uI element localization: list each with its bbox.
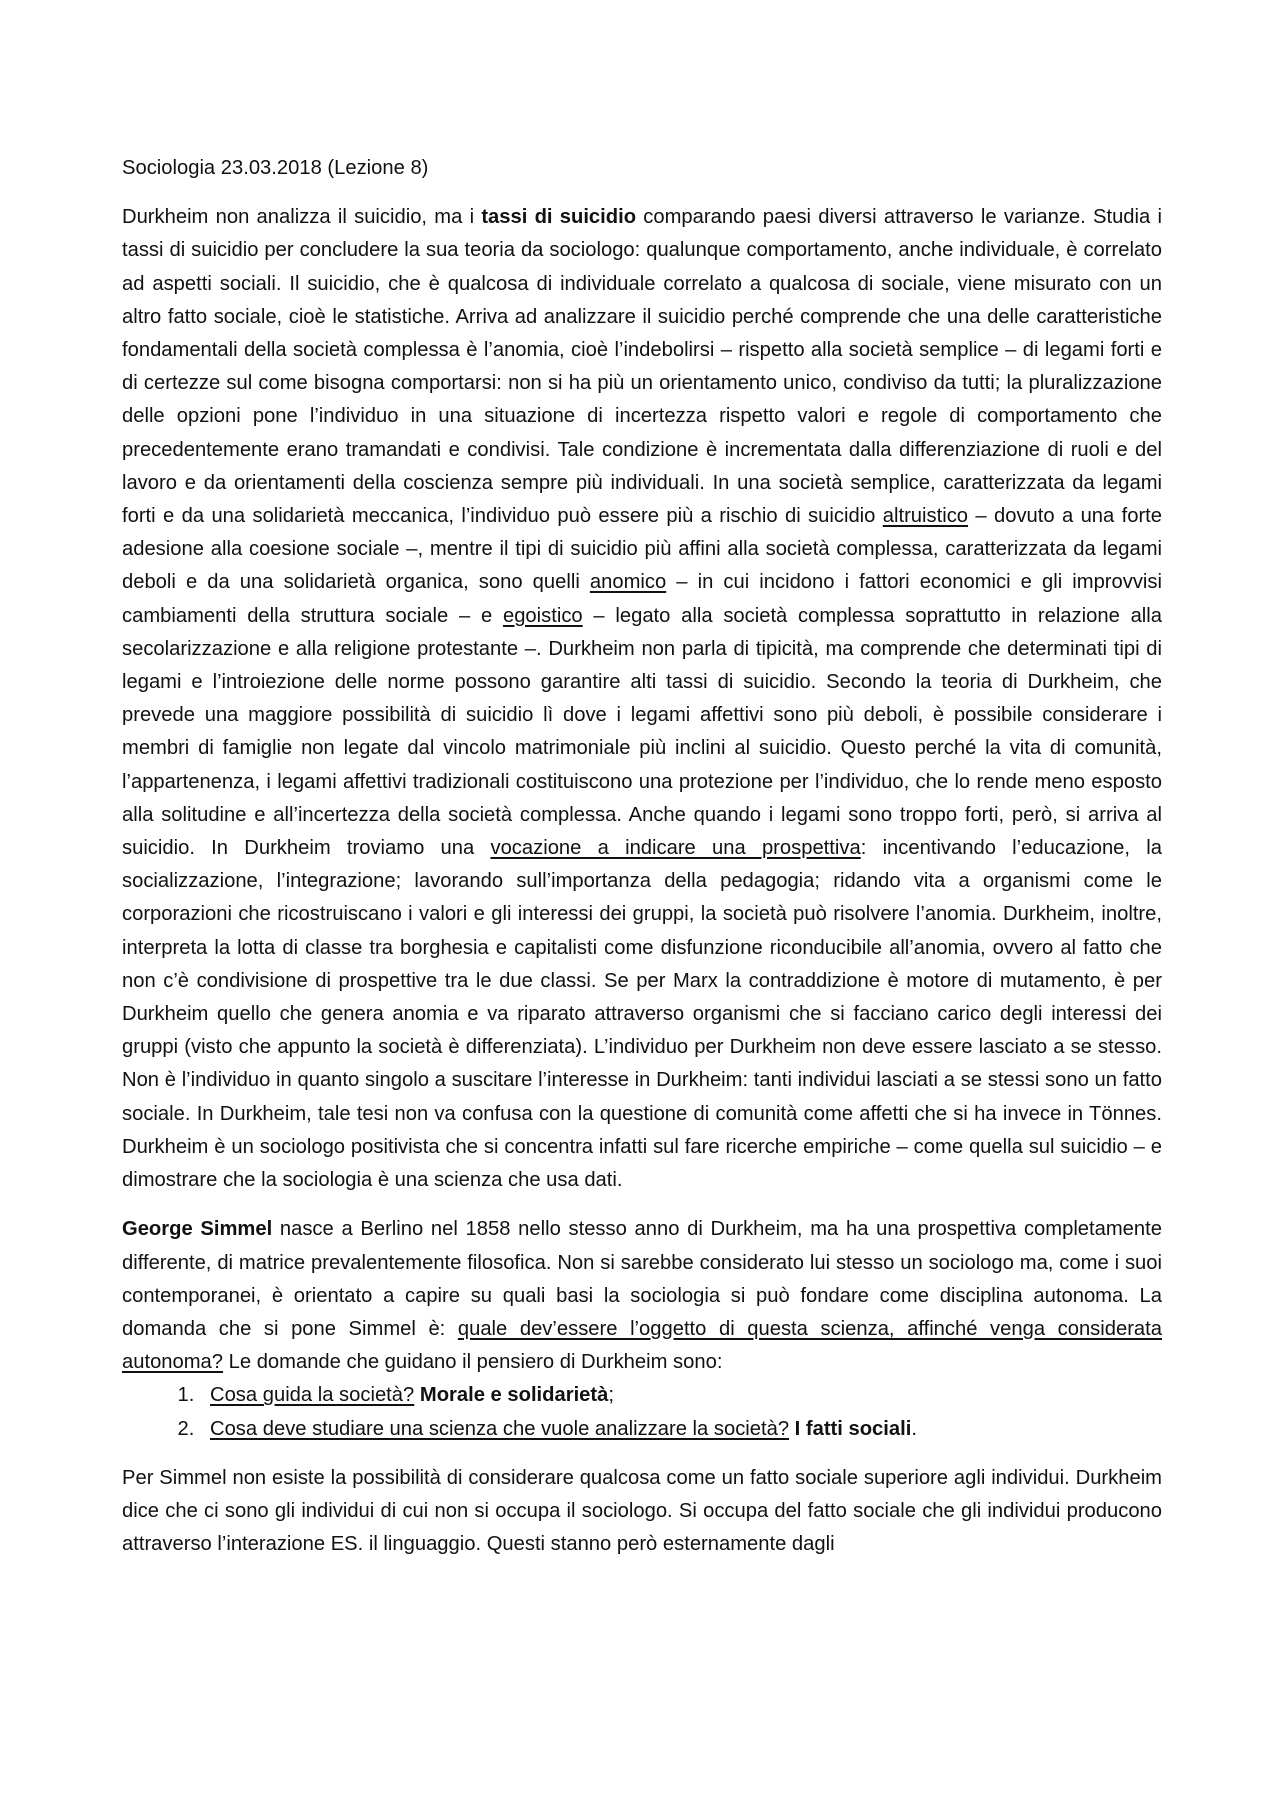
text-run: nasce a Berlino nel 1858 nello stesso anno di Durkheim, ma ha una prospettiva completamente differente, di matrice prevalentemente filosofica. Non si sarebbe considerato lui stesso un sociologo ma, come i suoi contemporanei, è orientato a capire su quali basi la sociologia si può fondare come disciplina autonoma. La domanda che si pone Simmel è:	[122, 1218, 1162, 1340]
list-answer: Morale e solidarietà	[419, 1384, 609, 1407]
paragraph-durkheim-suicide	[122, 201, 1162, 1197]
underlined-term-egoistic: egoistico	[502, 604, 583, 627]
text-run: comparando paesi diversi attraverso le varianze. Studia i tassi di suicidio per concludere la sua teoria da sociologo: qualunque comportamento, anche individuale, è correlato ad aspetti sociali. Il suicidio, che è qualcosa di individuale correlato a qualcosa di sociale, viene misurato con un altro fatto sociale, cioè le statistiche. Arriva ad analizzare il suicidio perché comprende che una delle caratteristiche fondamentali della società complessa è l’anomia, cioè l’indebolirsi – rispetto alla società semplice – di legami forti e di certezze sul come bisogna comportarsi: non si ha più un orientamento unico, condiviso da tutti; la pluralizzazione delle opzioni pone l’individuo in una situazione di incertezza rispetto valori e regole di comportamento che precedentemente erano tramandati e condivisi. Tale condizione è incrementata dalla differenziazione di ruoli e del lavoro e da orientamenti della coscienza sempre più individuali. In una società semplice, caratterizzata da legami forti e da una solidarietà meccanica, l’individuo può essere più a rischio di suicidio	[122, 206, 1162, 528]
list-item	[200, 1413, 1162, 1446]
underlined-phrase-vocation: vocazione a indicare una prospettiva	[490, 837, 861, 860]
underlined-term-altruistic: altruistico	[882, 505, 969, 528]
bold-name-simmel: George Simmel	[122, 1218, 273, 1241]
text-run: – legato alla società complessa soprattutto in relazione alla secolarizzazione e alla religione protestante –. Durkheim non parla di tipicità, ma comprende che determinati tipi di legami e l’introiezione delle norme possono garantire alti tassi di suicidio. Secondo la teoria di Durkheim, che prevede una maggiore possibilità di suicidio lì dove i legami affettivi sono più deboli, è possibile considerare i membri di famiglie non legate dal vincolo matrimoniale più inclini al suicidio. Questo perché la vita di comunità, l’appartenenza, i legami affettivi tradizionali costituiscono una protezione per l’individuo, che lo rende meno esposto alla solitudine e all’incertezza della società complessa. Anche quando i legami sono troppo forti, però, si arriva al suicidio. In Durkheim troviamo una	[122, 604, 1162, 860]
list-question: Cosa guida la società?	[210, 1384, 415, 1407]
paragraph-spacer	[122, 1446, 1162, 1462]
text-run: Le domande che guidano il pensiero di Durkheim sono:	[223, 1351, 723, 1374]
text-run: – in cui incidono i fattori economici e gli improvvisi cambiamenti della struttura sociale – e	[122, 571, 1162, 627]
document-page	[122, 152, 1162, 1561]
list-answer: I fatti sociali	[794, 1417, 912, 1440]
text-run: : incentivando l’educazione, la socializzazione, l’integrazione; lavorando sull’importanza della pedagogia; ridando vita a organismi come le corporazioni che ricostruiscano i valori e gli interessi dei gruppi, la società può risolvere l’anomia. Durkheim, inoltre, interpreta la lotta di classe tra borghesia e capitalisti come disfunzione riconducibile all’anomia, ovvero al fatto che non c’è condivisione di prospettive tra le due classi. Se per Marx la contraddizione è motore di mutamento, è per Durkheim quello che genera anomia e va riparato attraverso organismi che si facciano carico degli interessi dei gruppi (visto che appunto la società è differenziata). L’individuo per Durkheim non deve essere lasciato a se stesso. Non è l’individuo in quanto singolo a suscitare l’interesse in Durkheim: tanti individui lasciati a se stessi sono un fatto sociale. In Durkheim, tale tesi non va confusa con la questione di comunità come affetti che si ha invece in Tönnes. Durkheim è un sociologo positivista che si concentra infatti sul fare ricerche empiriche – come quella sul suicidio – e dimostrare che la sociologia è una scienza che usa dati.	[122, 837, 1162, 1192]
underlined-term-anomic: anomico	[589, 571, 667, 594]
list-punctuation: .	[911, 1417, 917, 1440]
paragraph-simmel	[122, 1213, 1162, 1379]
durkheim-questions-list	[122, 1379, 1162, 1445]
paragraph-simmel-social-fact: Per Simmel non esiste la possibilità di considerare qualcosa come un fatto sociale superiore agli individui. Durkheim dice che ci sono gli individui di cui non si occupa il sociologo. Si occupa del fatto sociale che gli individui producono attraverso l’interazione ES. il linguaggio. Questi stanno però esternamente dagli	[122, 1466, 1162, 1556]
underlined-question-simmel: quale dev’essere l’oggetto di questa scienza, affinché venga considerata autonoma?	[122, 1317, 1162, 1374]
document-title: Sociologia 23.03.2018 (Lezione 8)	[122, 157, 429, 179]
list-punctuation: ;	[608, 1384, 614, 1407]
list-question: Cosa deve studiare una scienza che vuole analizzare la società?	[210, 1417, 790, 1440]
text-run: Durkheim non analizza il suicidio, ma i	[122, 206, 482, 229]
list-item	[200, 1379, 1162, 1412]
text-run: – dovuto a una forte adesione alla coesione sociale –, mentre il tipi di suicidio più affini alla società complessa, caratterizzata da legami deboli e da una solidarietà organica, sono quelli	[122, 505, 1163, 594]
paragraph-spacer	[122, 1197, 1162, 1213]
bold-term-suicide-rates: tassi di suicidio	[481, 206, 637, 229]
